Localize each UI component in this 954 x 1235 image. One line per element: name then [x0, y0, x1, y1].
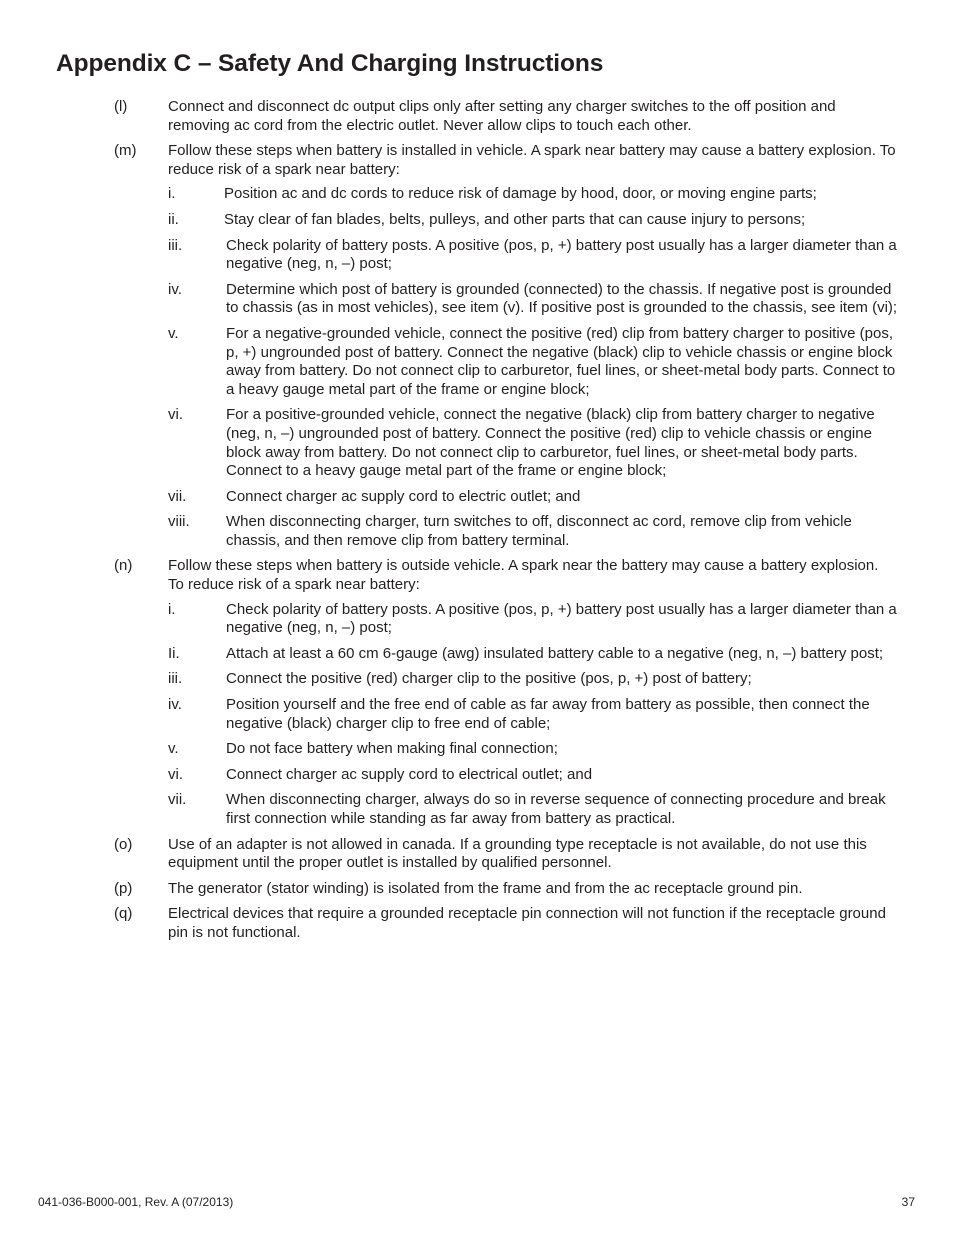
sub-item-label: ii. — [168, 210, 179, 228]
sub-list-item — [0, 791, 954, 828]
sub-item-label: vii. — [168, 487, 187, 505]
sub-list-item — [0, 645, 954, 664]
sub-item-label: vi. — [168, 765, 183, 783]
sub-item-label: i. — [168, 600, 176, 618]
list-item — [0, 98, 954, 135]
sub-item-text: Connect charger ac supply cord to electrical outlet; and — [226, 765, 593, 783]
item-label: (q) — [114, 905, 133, 923]
sub-list-item — [0, 488, 954, 507]
list-item — [0, 142, 954, 179]
sub-list-item — [0, 601, 954, 638]
sub-item-label: iii. — [168, 670, 183, 688]
item-text: Electrical devices that require a grounded receptacle pin connection will not function if the receptacle ground pin is not functional. — [168, 905, 886, 941]
item-text: Follow these steps when battery is installed in vehicle. A spark near battery may cause a battery explosion. To reduce risk of a spark near battery: — [168, 142, 896, 178]
sub-item-text: Connect charger ac supply cord to electric outlet; and — [226, 487, 581, 505]
sub-item-text: Connect the positive (red) charger clip to the positive (pos, p, +) post of battery; — [226, 670, 752, 688]
sub-list-item — [0, 740, 954, 759]
list-item — [0, 557, 954, 594]
sub-item-text: When disconnecting charger, turn switches to off, disconnect ac cord, remove clip from vehicle chassis, and then remove clip from battery terminal. — [226, 513, 852, 549]
sub-item-label: iv. — [168, 280, 182, 298]
item-label: (l) — [114, 98, 128, 115]
sub-item-text: Check polarity of battery posts. A positive (pos, p, +) battery post usually has a larger diameter than a negative (neg, n, –) post; — [226, 236, 897, 273]
sub-list-item — [0, 185, 954, 204]
item-text: Connect and disconnect dc output clips only after setting any charger switches to the off position and removing ac cord from the electric outlet. Never allow clips to touch each other. — [168, 98, 836, 134]
item-text: Use of an adapter is not allowed in canada. If a grounding type receptacle is not available, do not use this equipment until the proper outlet is installed by qualified personnel. — [168, 835, 867, 872]
sub-list-item — [0, 237, 954, 274]
instructions-list — [0, 98, 954, 943]
sub-item-text: When disconnecting charger, always do so in reverse sequence of connecting procedure and break first connection while standing as far away from battery as practical. — [226, 791, 886, 827]
page-number: 37 — [901, 1195, 915, 1209]
sub-item-text: Position yourself and the free end of cable as far away from battery as possible, then connect the negative (black) charger clip to free end of cable; — [226, 696, 870, 732]
sub-item-text: Do not face battery when making final connection; — [226, 740, 558, 758]
item-label: (n) — [114, 557, 133, 575]
list-item — [0, 905, 954, 942]
sub-item-text: Stay clear of fan blades, belts, pulleys, and other parts that can cause injury to persons; — [224, 210, 806, 228]
sub-list-item — [0, 406, 954, 480]
sub-item-text: For a positive-grounded vehicle, connect the negative (black) clip from battery charger to negative (neg, n, –) ungrounded post of battery. Connect the positive (red) clip to vehicle chassis or engine block away from battery. Do not connect clip to carburetor, fuel lines, or sheet-metal body parts. Connect to a heavy gauge metal part of the frame or engine block; — [226, 406, 875, 480]
list-item — [0, 880, 954, 899]
list-item — [0, 836, 954, 873]
sub-list-item — [0, 211, 954, 230]
sub-item-label: iii. — [168, 236, 183, 254]
item-text: Follow these steps when battery is outside vehicle. A spark near the battery may cause a battery explosion. To reduce risk of a spark near battery: — [168, 557, 879, 594]
item-label: (o) — [114, 835, 133, 853]
sub-item-label: vi. — [168, 406, 183, 424]
sub-list-item — [0, 670, 954, 689]
item-label: (p) — [114, 879, 133, 897]
sub-item-label: Ii. — [168, 644, 180, 662]
sub-item-label: vii. — [168, 791, 187, 809]
sub-list-item — [0, 325, 954, 399]
sub-item-text: For a negative-grounded vehicle, connect the positive (red) clip from battery charger to positive (pos, p, +) ungrounded post of battery. Connect the negative (black) clip to vehicle chassis or engine block away from battery. Do not connect clip to carburetor, fuel lines, or sheet-metal body parts. Connect to a heavy gauge metal part of the frame or engine block; — [226, 324, 896, 398]
sub-list-item — [0, 513, 954, 550]
page-title: Appendix C – Safety And Charging Instructions — [56, 50, 604, 77]
document-id: 041-036-B000-001, Rev. A (07/2013) — [38, 1195, 234, 1209]
sub-list-item — [0, 696, 954, 733]
sub-item-label: iv. — [168, 696, 182, 714]
sub-item-label: i. — [168, 185, 176, 203]
sub-item-text: Position ac and dc cords to reduce risk of damage by hood, door, or moving engine parts; — [224, 185, 817, 203]
item-label: (m) — [114, 142, 137, 160]
sub-item-label: v. — [168, 740, 179, 758]
sub-list-item — [0, 281, 954, 318]
sub-item-text: Determine which post of battery is grounded (connected) to the chassis. If negative post is grounded to chassis (as in most vehicles), see item (v). If positive post is grounded to the chassis, see item (vi); — [226, 280, 898, 317]
sub-list-item — [0, 766, 954, 785]
item-text: The generator (stator winding) is isolated from the frame and from the ac receptacle ground pin. — [168, 879, 803, 897]
sub-item-text: Attach at least a 60 cm 6-gauge (awg) insulated battery cable to a negative (neg, n, –) battery post; — [226, 644, 884, 662]
sub-item-label: viii. — [168, 513, 190, 531]
sub-item-text: Check polarity of battery posts. A positive (pos, p, +) battery post usually has a larger diameter than a negative (neg, n, –) post; — [226, 600, 897, 637]
sub-item-label: v. — [168, 324, 179, 342]
